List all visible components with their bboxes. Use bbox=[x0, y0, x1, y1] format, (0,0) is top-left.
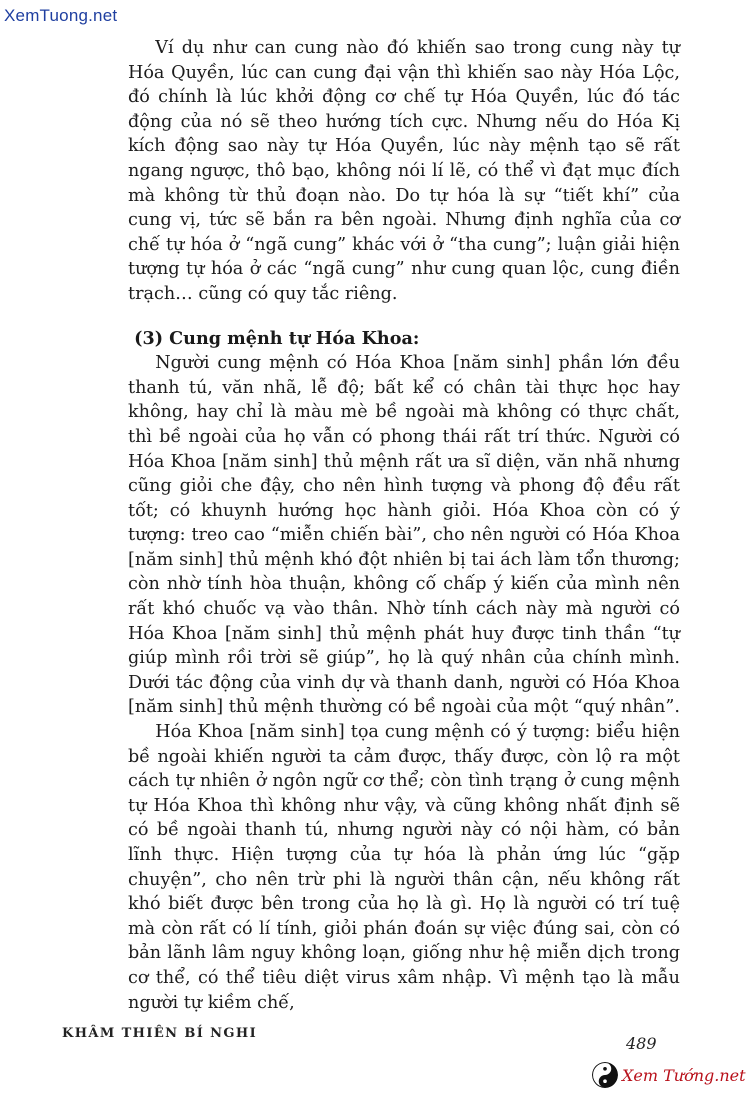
paragraph-hoa-khoa-self: Hóa Khoa [năm sinh] tọa cung mệnh có ý tượng: biểu hiện bề ngoài khiến người ta cảm được, thấy được, còn lộ ra một cách tự nhiên ở ngôn ngữ cơ thể; còn tình trạng ở cung mệnh tự Hóa Khoa thì không như vậy, và cũng không nhất định sẽ có bề ngoài thanh tú, nhưng người này có nội hàm, có bản lĩnh thực. Hiện tượng của tự hóa là phản ứng lúc “gặp chuyện”, cho nên trừ phi là người thân cận, nếu không rất khó biết được bên trong của họ là gì. Họ là người có trí tuệ mà còn rất có lí tính, giỏi phán đoán sự việc đúng sai, còn có bản lãnh lâm nguy không loạn, giống như hệ miễn dịch trong cơ thể, có thể tiêu diệt virus xâm nhập. Vì mệnh tạo là mẫu người tự kiềm chế, bbox=[128, 722, 680, 1013]
book-title: KHÂM THIÊN BÍ NGHI bbox=[62, 1026, 258, 1041]
page-body bbox=[128, 36, 680, 1015]
watermark-text: XemTuong.net bbox=[4, 6, 118, 25]
logo-text: Xem Tướng.net bbox=[622, 1065, 746, 1085]
paragraph-hoa-khoa-natal: Người cung mệnh có Hóa Khoa [năm sinh] phần lớn đều thanh tú, văn nhã, lễ độ; bất kể có chân tài thực học hay không, hay chỉ là màu mè bề ngoài mà không có thực chất, thì bề ngoài của họ vẫn có phong thái rất trí thức. Người có Hóa Khoa [năm sinh] thủ mệnh rất ưa sĩ diện, văn nhã nhưng cũng giỏi che đậy, cho nên hình tượng và phong độ đều rất tốt; có khuynh hướng học hành giỏi. Hóa Khoa còn có ý tượng: treo cao “miễn chiến bài”, cho nên người có Hóa Khoa [năm sinh] thủ mệnh khó đột nhiên bị tai ách làm tổn thương; còn nhờ tính hòa thuận, không cố chấp ý kiến của mình nên rất khó chuốc vạ vào thân. Nhờ tính cách này mà người có Hóa Khoa [năm sinh] thủ mệnh phát huy được tinh thần “tự giúp mình rồi trời sẽ giúp”, họ là quý nhân của chính mình. Dưới tác động của vinh dự và thanh danh, người có Hóa Khoa [năm sinh] thủ mệnh thường có bề ngoài của một “quý nhân”. bbox=[128, 353, 680, 718]
page-number: 489 bbox=[626, 1034, 657, 1053]
section-heading: (3) Cung mệnh tự Hóa Khoa: bbox=[134, 327, 420, 349]
paragraph-autotransform-example: Ví dụ như can cung nào đó khiến sao trong cung này tự Hóa Quyền, lúc can cung đại vận thì khiến sao này Hóa Lộc, đó chính là lúc khởi động cơ chế tự Hóa Quyền, lúc đó tác động của nó sẽ theo hướng tích cực. Nhưng nếu do Hóa Kị kích động sao này tự Hóa Quyền, lúc này mệnh tạo sẽ rất ngang ngược, thô bạo, không nói lí lẽ, có thể vì đạt mục đích mà không từ thủ đoạn nào. Do tự hóa là sự “tiết khí” của cung vị, tức sẽ bắn ra bên ngoài. Nhưng định nghĩa của cơ chế tự hóa ở “ngã cung” khác với ở “tha cung”; luận giải hiện tượng tự hóa ở các “ngã cung” như cung quan lộc, cung điền trạch… cũng có quy tắc riêng. bbox=[128, 38, 680, 304]
yin-yang-icon bbox=[592, 1062, 618, 1088]
site-logo bbox=[592, 1058, 750, 1092]
